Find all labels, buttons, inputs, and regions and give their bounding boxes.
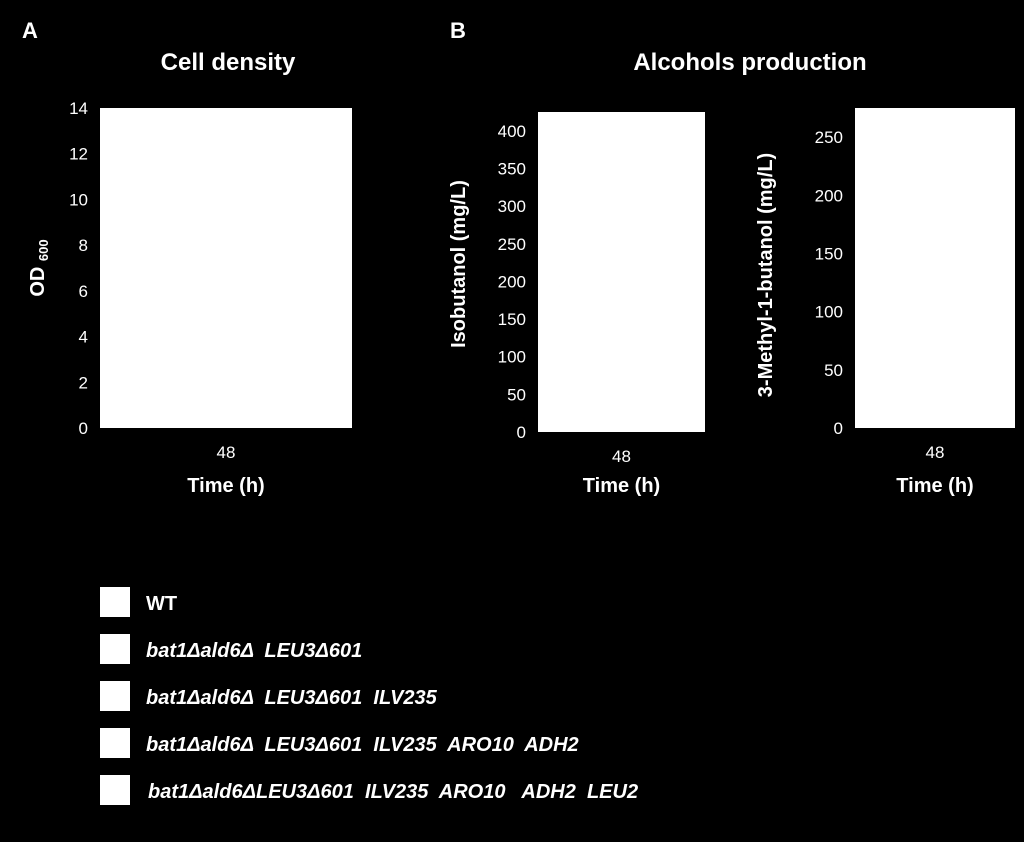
y-tick-label: 350 [497,159,526,179]
legend-label: bat1Δald6Δ LEU3Δ601 [146,640,363,662]
y-tick-label: 4 [78,327,88,347]
y-tick-label: 2 [78,373,88,393]
legend [100,587,638,805]
y-tick-label: 200 [497,272,526,292]
chart-title-cell-density: Cell density [160,49,296,76]
y-tick-label: 14 [69,99,88,118]
legend-swatch [100,775,130,805]
x-tick-label: 48 [925,443,945,462]
y-tick-label: 12 [69,144,88,164]
x-tick-label: 48 [612,447,631,466]
x-axis-label: Time (h) [582,475,661,497]
y-axis-label: OD $_{600}$ [27,239,51,297]
y-tick-label: 50 [507,385,526,405]
bar [855,108,1015,428]
y-tick-label: 200 [814,186,843,206]
legend-swatch [100,634,130,664]
y-tick-label: 0 [78,419,88,438]
chart-title-alcohols-production: Alcohols production [633,49,867,76]
y-tick-label: 0 [833,419,843,438]
x-axis-label: Time (h) [187,475,265,497]
legend-swatch [100,681,130,711]
y-tick-label: 150 [814,244,843,264]
legend-label: bat1Δald6Δ LEU3Δ601 ILV235 ARO10 ADH2 [146,734,579,756]
panel-letter-b: B [450,18,466,43]
y-axis-label: 3-Methyl-1-butanol (mg/L) [755,152,777,398]
bar [100,108,352,428]
y-tick-label: 10 [69,190,88,210]
y-tick-label: 100 [497,347,526,367]
chart-cell-density [27,99,352,497]
panel-letter-a: A [22,18,38,43]
y-axis-label: Isobutanol (mg/L) [448,180,470,348]
y-tick-label: 8 [78,236,88,256]
y-tick-label: 0 [516,423,526,442]
chart-isobutanol [448,112,705,497]
y-tick-label: 400 [497,121,526,141]
y-tick-label: 150 [497,310,526,330]
legend-swatch [100,587,130,617]
y-tick-label: 6 [78,281,88,301]
x-tick-label: 48 [216,443,236,462]
legend-label: bat1Δald6ΔLEU3Δ601 ILV235 ARO10 ADH2 LEU2 [148,781,639,803]
x-axis-label: Time (h) [896,475,974,497]
chart-3-methyl-1-butanol [755,108,1015,497]
legend-label: bat1Δald6Δ LEU3Δ601 ILV235 [146,687,437,709]
y-tick-label: 300 [497,197,526,217]
y-tick-label: 100 [814,302,843,322]
legend-swatch [100,728,130,758]
legend-label: WT [146,593,178,615]
y-tick-label: 50 [824,360,843,380]
y-tick-label: 250 [814,128,843,148]
y-tick-label: 250 [497,234,526,254]
bar [538,112,705,432]
